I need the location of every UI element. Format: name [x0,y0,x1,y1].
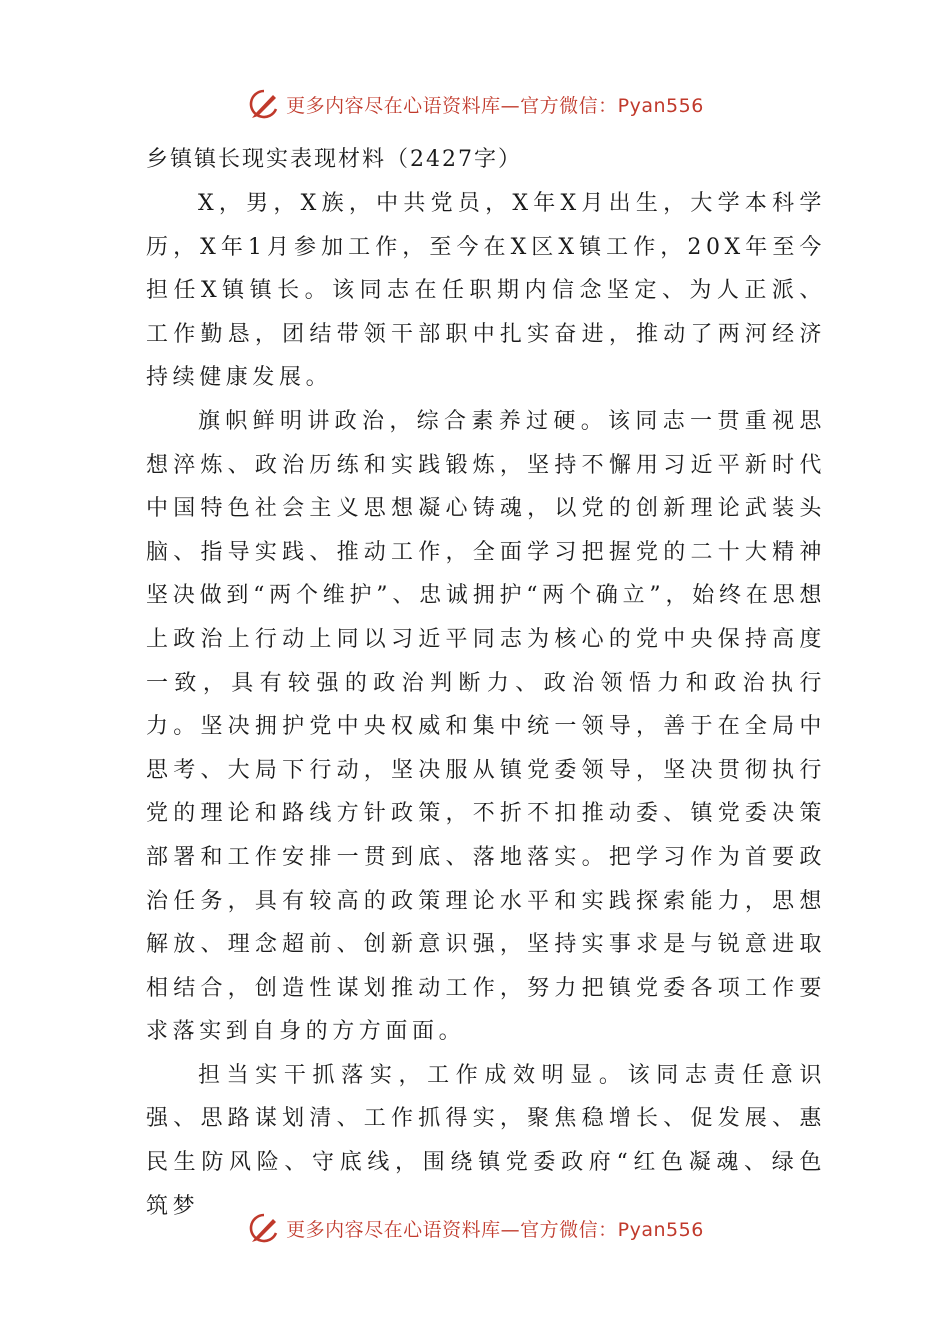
paragraph-politics: 旗帜鲜明讲政治，综合素养过硬。该同志一贯重视思想淬炼、政治历练和实践锻炼，坚持不懈用习近平新时代中国特色社会主义思想凝心铸魂，以党的创新理论武装头脑、指导实践、推动工作，全面学习把握党的二十大精神坚决做到“两个维护”、忠诚拥护“两个确立”，始终在思想上政治上行动上同以习近平同志为核心的党中央保持高度一致，具有较强的政治判断力、政治领悟力和政治执行力。坚决拥护党中央权威和集中统一领导，善于在全局中思考、大局下行动，坚决服从镇党委领导，坚决贯彻执行党的理论和路线方针政策，不折不扣推动委、镇党委决策部署和工作安排一贯到底、落地落实。把学习作为首要政治任务，具有较高的政策理论水平和实践探索能力，思想解放、理念超前、创新意识强，坚持实事求是与锐意进取相结合，创造性谋划推动工作，努力把镇党委各项工作要求落实到自身的方方面面。 [146,408,826,1045]
watermark-text: 更多内容尽在心语资料库—官方微信：Pyan556 [286,1218,704,1241]
pen-circle-icon [246,87,282,121]
watermark-banner-top [0,84,950,124]
watermark-text: 更多内容尽在心语资料库—官方微信：Pyan556 [286,94,704,117]
paragraph-work: 担当实干抓落实，工作成效明显。该同志责任意识强、思路谋划清、工作抓得实，聚焦稳增长、促发展、惠民生防风险、守底线，围绕镇党委政府“红色凝魂、绿色筑梦 [146,1062,826,1219]
pen-circle-icon [246,1211,282,1245]
document-title: 乡镇镇长现实表现材料（2427字） [146,147,522,172]
document-body [146,138,826,1228]
paragraph-intro: X，男，X族，中共党员，X年X月出生，大学本科学历，X年1月参加工作，至今在X区X镇工作，20X年至今担任X镇镇长。该同志在任职期内信念坚定、为人正派、工作勤恳，团结带领干部职中扎实奋进，推动了两河经济持续健康发展。 [146,191,826,391]
watermark-banner-bottom [0,1208,950,1248]
